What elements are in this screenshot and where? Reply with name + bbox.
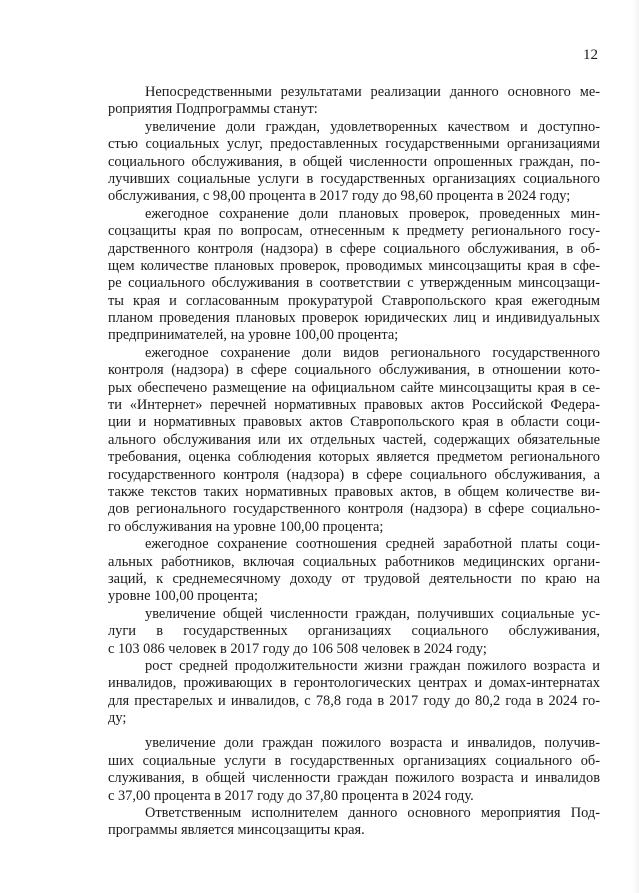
text-line: ты края и согласованным прокуратурой Ставропольского края ежегодным	[108, 292, 600, 309]
text-line: ших социальные услуги в государственных организациях социального об-	[108, 752, 600, 769]
text-line: предпринимателей, на уровне 100,00 процента;	[108, 327, 399, 344]
text-line: уровне 100,00 процента;	[108, 588, 258, 605]
text-line: го обслуживания на уровне 100,00 процента;	[108, 518, 384, 535]
text-line: с 103 086 человек в 2017 году до 106 508 человек в 2024 году;	[108, 640, 487, 657]
text-line: дов регионального государственного контроля (надзора) в сфере социально-	[108, 501, 600, 518]
scan-edge-shadow	[633, 0, 639, 893]
text-line: требования, оценка соблюдения которых является предметом регионального	[108, 449, 600, 466]
text-line: также текстов таких нормативных правовых актов, в общем количестве ви-	[108, 483, 600, 500]
text-line: увеличение общей численности граждан, получивших социальные ус-	[145, 605, 600, 622]
paragraph	[108, 119, 600, 206]
text-line: альных работников, включая социальных работников медицинских органи-	[108, 553, 600, 570]
text-line: служивания, в общей численности граждан пожилого возраста и инвалидов	[108, 770, 600, 787]
text-line: лучивших социальные услуги в государственных организациях социального	[108, 170, 600, 187]
page-number: 12	[583, 47, 598, 63]
text-line: Ответственным исполнителем данного основного мероприятия Под-	[145, 805, 600, 822]
text-line: соцзащиты края по вопросам, отнесенным к предмету регионального госу-	[108, 223, 600, 240]
text-line: обслуживания, с 98,00 процента в 2017 году до 98,60 процента в 2024 году;	[108, 188, 571, 205]
text-line: ежегодное сохранение доли видов регионального государственного	[145, 344, 600, 361]
paragraph	[108, 84, 600, 119]
text-line: ду;	[108, 710, 127, 727]
text-line: рост средней продолжительности жизни граждан пожилого возраста и	[145, 657, 600, 674]
paragraph	[108, 536, 600, 606]
text-line: ре социального обслуживания в соответствии с утвержденным минсоцзащи-	[108, 275, 600, 292]
paragraph	[108, 345, 600, 536]
paragraph	[108, 735, 600, 805]
text-line: контроля (надзора) в сфере социального обслуживания, в отношении кото-	[108, 362, 600, 379]
paragraph	[108, 606, 600, 658]
text-line: ти «Интернет» перечней нормативных правовых актов Российской Федера-	[108, 397, 600, 414]
text-line: ежегодное сохранение доли плановых проверок, проведенных мин-	[145, 205, 600, 222]
text-line: роприятия Подпрограммы станут:	[108, 101, 318, 118]
text-line: стью социальных услуг, предоставленных государственными организациями	[108, 136, 600, 153]
text-line: увеличение доли граждан, удовлетворенных качеством и доступно-	[145, 118, 600, 135]
paragraph	[108, 658, 600, 728]
text-line: с 37,00 процента в 2017 году до 37,80 процента в 2024 году.	[108, 787, 474, 804]
text-line: для престарелых и инвалидов, с 78,8 года в 2017 году до 80,2 года в 2024 го-	[108, 692, 600, 709]
text-line: ежегодное сохранение соотношения средней заработной платы соци-	[145, 536, 600, 553]
text-line: программы является минсоцзащиты края.	[108, 822, 365, 839]
text-line: увеличение доли граждан пожилого возраста и инвалидов, получив-	[145, 735, 600, 752]
paragraph	[108, 206, 600, 345]
paragraph	[108, 805, 600, 840]
text-line: социального обслуживания, в общей численности опрошенных граждан, по-	[108, 153, 600, 170]
text-line: государственного контроля (надзора) в сфере социального обслуживания, а	[108, 466, 600, 483]
text-line: Непосредственными результатами реализации данного основного ме-	[145, 84, 600, 100]
text-line: заций, к среднемесячному доходу от трудовой деятельности по краю на	[108, 570, 600, 587]
text-line: ального обслуживания или их отдельных частей, содержащих обязательные	[108, 431, 600, 448]
text-line: дарственного контроля (надзора) в сфере социального обслуживания, в об-	[108, 240, 600, 257]
text-line: планом проведения плановых проверок юридических лиц и индивидуальных	[108, 310, 600, 327]
text-line: ции и нормативных правовых актов Ставропольского края в области соци-	[108, 414, 600, 431]
text-line: щем количестве плановых проверок, проводимых минсоцзащиты края в сфе-	[108, 257, 600, 274]
text-line: рых обеспечено размещение на официальном сайте минсоцзащиты края в се-	[108, 379, 600, 396]
text-line: луги в государственных организациях социального обслуживания,	[108, 623, 600, 640]
document-body	[108, 84, 600, 840]
text-line: инвалидов, проживающих в геронтологических центрах и домах-интернатах	[108, 675, 600, 692]
